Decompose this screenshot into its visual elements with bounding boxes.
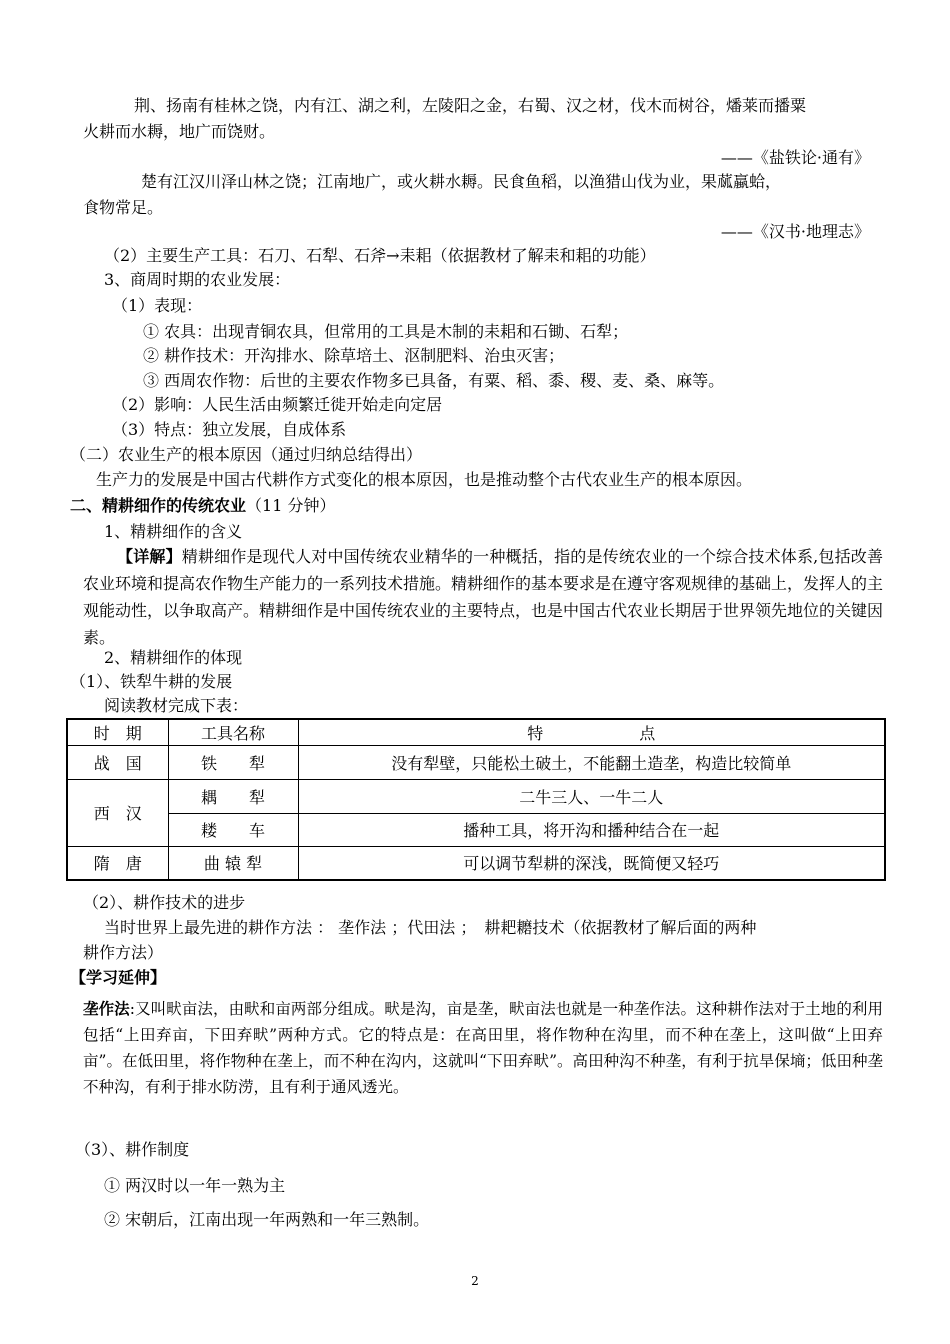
shangzhou-item2: ② 耕作技术：开沟排水、除草培土、沤制肥料、治虫灭害； <box>143 346 565 365</box>
meaning-heading: 1、精耕细作的含义 <box>104 522 243 541</box>
embody-heading: 2、精耕细作的体现 <box>104 648 243 667</box>
shangzhou-sub1: （1）表现： <box>112 296 203 315</box>
cell-feature: 播种工具，将开沟和播种结合在一起 <box>298 813 885 846</box>
cell-feature: 没有犁壁，只能松土破土，不能翻土造垄，构造比较简单 <box>298 745 885 779</box>
section2-title-time: （11 分钟） <box>246 496 336 515</box>
extension-paragraph <box>83 996 883 1100</box>
shangzhou-item3: ③ 西周农作物：后世的主要农作物多已具备，有粟、稻、黍、稷、麦、桑、麻等。 <box>143 371 725 390</box>
quote1-line1: 荆、扬南有桂林之饶，内有江、湖之利，左陵阳之金，右蜀、汉之材，伐木而树谷，燔莱而播粟 <box>134 96 807 115</box>
table-intro: 阅读教材完成下表： <box>104 696 249 715</box>
tools-line: （2）主要生产工具：石刀、石犁、石斧→耒耜（依据教材了解耒和耜的功能） <box>104 246 656 265</box>
farming-tech-heading: （2）、耕作技术的进步 <box>83 893 246 912</box>
header-tool: 工具名称 <box>168 719 298 745</box>
cell-feature: 二牛三人、一牛二人 <box>298 779 885 813</box>
detail-paragraph <box>83 543 883 651</box>
system-item1: ① 两汉时以一年一熟为主 <box>104 1176 286 1195</box>
extension-label: 【学习延伸】 <box>70 968 167 987</box>
quote1-source: ——《盐铁论·通有》 <box>720 148 870 167</box>
cell-tool: 铁 犁 <box>168 745 298 779</box>
detail-label: 【详解】 <box>117 547 182 566</box>
quote1-line2: 火耕而水耨，地广而饶财。 <box>83 122 276 141</box>
root-cause-text: 生产力的发展是中国古代耕作方式变化的根本原因，也是推动整个古代农业生产的根本原因。 <box>96 470 753 489</box>
quote2-source: ——《汉书·地理志》 <box>720 222 870 241</box>
header-feature: 特 点 <box>298 719 885 745</box>
system-item2: ② 宋朝后，江南出现一年两熟和一年三熟制。 <box>104 1210 430 1229</box>
system-heading: （3）、耕作制度 <box>75 1140 190 1159</box>
quote2-line1: 楚有江汉川泽山林之饶；江南地广，或火耕水耨。民食鱼稻，以渔猎山伐为业，果蓏蠃蛤， <box>141 172 782 191</box>
header-period: 时 期 <box>67 719 168 745</box>
shangzhou-sub2: （2）影响：人民生活由频繁迁徙开始走向定居 <box>112 395 443 414</box>
shangzhou-heading: 3、商周时期的农业发展： <box>104 270 291 289</box>
extension-text: :又叫畎亩法，由畎和亩两部分组成。畎是沟，亩是垄，畎亩法也就是一种垄作法。这种耕作法对于土地的利用包括“上田弃亩，下田弃畎”两种方式。它的特点是：在高田里，将作物种在沟里，而不种在垄上，这叫做“上田弃亩”。在低田里，将作物种在垄上，而不种在沟内，这就叫“下田弃畎”。高田种沟不种垄，有利于抗旱保墒；低田种垄不种沟，有利于排水防涝，且有利于通风透光。 <box>83 1000 883 1096</box>
section2-title-bold: 二、精耕细作的传统农业 <box>70 496 247 515</box>
shangzhou-item1: ① 农具：出现青铜农具，但常用的工具是木制的耒耜和石锄、石犁； <box>143 322 629 341</box>
root-cause-heading: （二）农业生产的根本原因（通过归纳总结得出） <box>70 445 423 464</box>
cell-period: 隋 唐 <box>67 846 168 880</box>
table-row <box>67 813 885 846</box>
iron-heading: （1）、铁犁牛耕的发展 <box>70 672 233 691</box>
farm-tools-table <box>66 718 886 881</box>
quote2-line2: 食物常足。 <box>83 198 164 217</box>
cell-period: 西 汉 <box>67 779 168 846</box>
table-row <box>67 745 885 779</box>
table-row <box>67 779 885 813</box>
extension-term: 垄作法 <box>83 1000 130 1018</box>
cell-feature: 可以调节犁耕的深浅，既简便又轻巧 <box>298 846 885 880</box>
page-number: 2 <box>471 1274 479 1288</box>
cell-period: 战 国 <box>67 745 168 779</box>
table-header-row <box>67 719 885 745</box>
farming-tech-line2: 耕作方法） <box>83 943 164 962</box>
cell-tool: 耦 犁 <box>168 779 298 813</box>
table-row <box>67 846 885 880</box>
shangzhou-sub3: （3）特点：独立发展，自成体系 <box>112 420 347 439</box>
farming-tech-line1: 当时世界上最先进的耕作方法 ： 垄作法 ；代田法 ； 耕耙耱技术（依据教材了解后面的两种 <box>104 918 757 937</box>
detail-text: 精耕细作是现代人对中国传统农业精华的一种概括，指的是传统农业的一个综合技术体系,包括改善农业环境和提高农作物生产能力的一系列技术措施。精耕细作的基本要求是在遵守客观规律的基础上，发挥人的主观能动性，以争取高产。精耕细作是中国传统农业的主要特点，也是中国古代农业长期居于世界领先地位的关键因素。 <box>83 547 884 647</box>
section2-title <box>70 496 335 516</box>
cell-tool: 曲 辕 犁 <box>168 846 298 880</box>
cell-tool: 耧 车 <box>168 813 298 846</box>
